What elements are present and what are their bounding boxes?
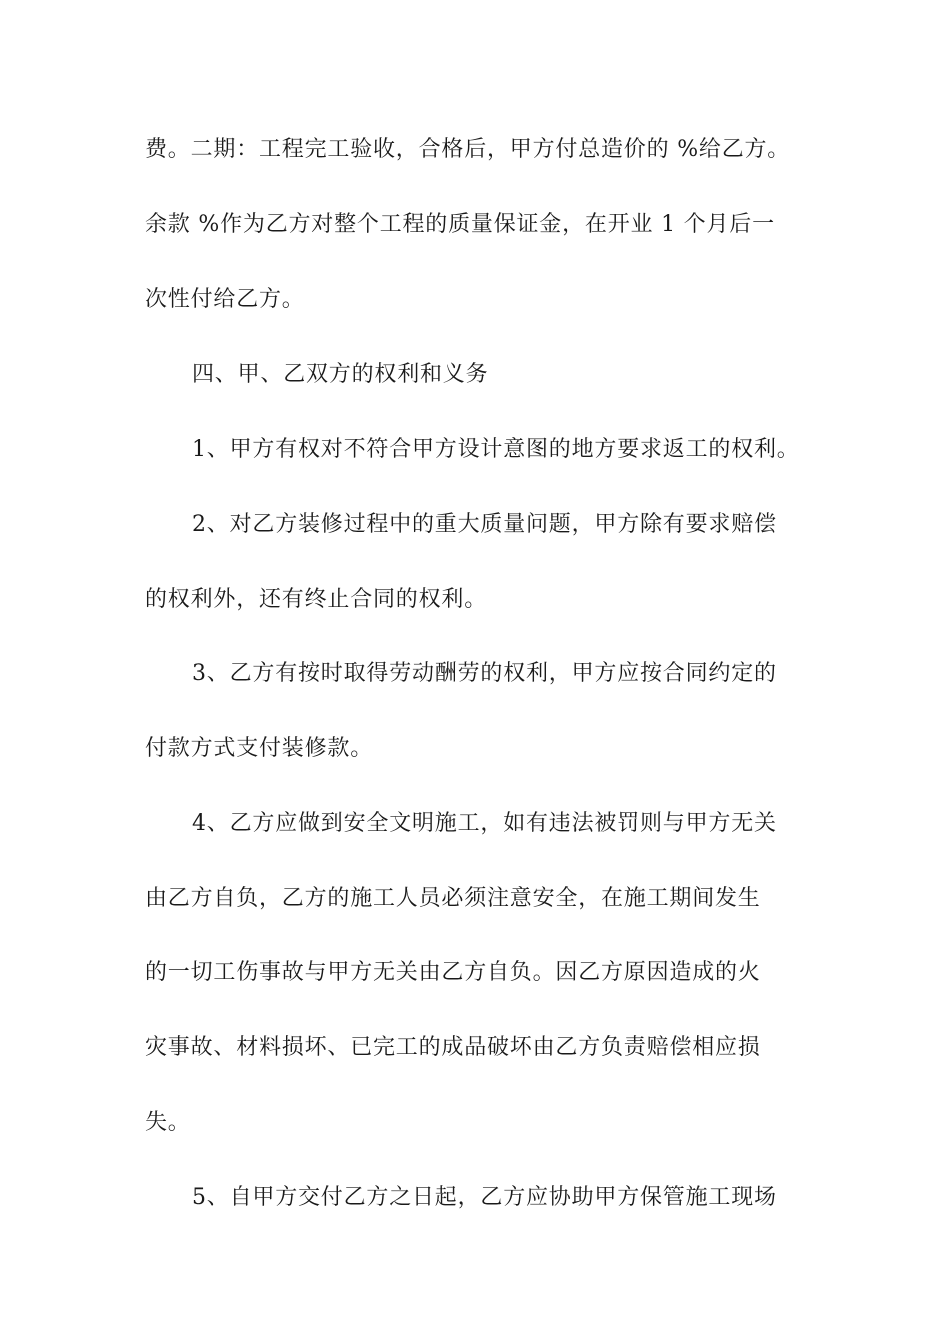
text-line: 次性付给乙方。 [145, 287, 305, 312]
text-line: 1、甲方有权对不符合甲方设计意图的地方要求返工的权利。 [192, 437, 800, 462]
text-line: 的权利外，还有终止合同的权利。 [145, 587, 488, 612]
text-line: 2、对乙方装修过程中的重大质量问题，甲方除有要求赔偿 [192, 512, 777, 537]
text-line: 费。二期：工程完工验收，合格后，甲方付总造价的 %给乙方。 [145, 137, 791, 162]
text-line: 灾事故、材料损坏、已完工的成品破坏由乙方负责赔偿相应损 [145, 1035, 761, 1060]
text-line: 3、乙方有按时取得劳动酬劳的权利，甲方应按合同约定的 [192, 661, 777, 686]
text-line: 5、自甲方交付乙方之日起，乙方应协助甲方保管施工现场 [192, 1185, 777, 1210]
text-line: 失。 [145, 1110, 191, 1135]
text-line: 的一切工伤事故与甲方无关由乙方自负。因乙方原因造成的火 [145, 960, 761, 985]
text-line: 付款方式支付装修款。 [145, 736, 374, 761]
text-line: 4、乙方应做到安全文明施工，如有违法被罚则与甲方无关 [192, 811, 777, 836]
text-line: 余款 %作为乙方对整个工程的质量保证金，在开业 1 个月后一 [145, 212, 775, 237]
text-line: 由乙方自负，乙方的施工人员必须注意安全，在施工期间发生 [145, 886, 761, 911]
section-heading: 四、甲、乙双方的权利和义务 [192, 362, 489, 387]
